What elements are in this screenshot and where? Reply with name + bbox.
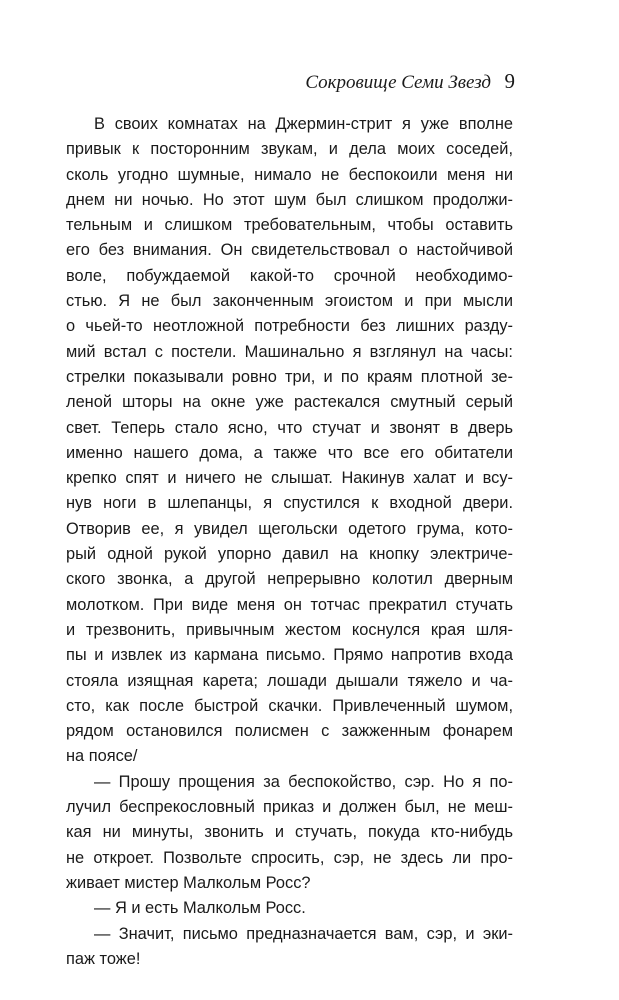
text-line: крепко спят и ничего не слышат. Накинув халат и всу- bbox=[66, 469, 513, 488]
paragraph-dialogue-ross bbox=[66, 896, 513, 921]
text-line: сколь угодно шумные, нимало не беспокоили меня ни bbox=[66, 165, 513, 184]
text-line: сто, как после быстрой скачки. Привлеченный шумом, bbox=[66, 696, 513, 715]
text-line: пы и извлек из кармана письмо. Прямо напротив входа bbox=[66, 646, 513, 665]
paragraph-dialogue-groom-reply bbox=[66, 922, 513, 973]
text-line: леной шторы на окне уже растекался смутный серый bbox=[66, 393, 513, 412]
text-line: именно нашего дома, а также что все его обитатели bbox=[66, 443, 513, 462]
text-line: воле, побуждаемой какой-то срочной необходимо- bbox=[66, 266, 513, 285]
text-line: его без внимания. Он свидетельствовал о настойчивой bbox=[66, 241, 513, 260]
text-line: нув ноги в шлепанцы, я спустился к входной двери. bbox=[66, 494, 513, 513]
text-line: стояла изящная карета; лошади дышали тяжело и ча- bbox=[66, 671, 513, 690]
text-line: молотком. При виде меня он тотчас прекратил стучать bbox=[66, 595, 513, 614]
text-line: тельным и слишком требовательным, чтобы оставить bbox=[66, 216, 513, 235]
text-line: не откроет. Позвольте спросить, сэр, не здесь ли про- bbox=[66, 848, 513, 867]
paragraph-dialogue-groom bbox=[66, 770, 513, 896]
text-line: лучил беспрекословный приказ и должен был, не меш- bbox=[66, 798, 513, 817]
text-line: — Я и есть Малкольм Росс. bbox=[94, 899, 306, 918]
text-line: кая ни минуты, звонить и стучать, покуда кто-нибудь bbox=[66, 823, 513, 842]
text-line: на поясе/ bbox=[66, 747, 138, 766]
text-line: стрелки показывали ровно три, и по краям плотной зе- bbox=[66, 367, 513, 386]
text-line: мий встал с постели. Машинально я взглянул на часы: bbox=[66, 342, 513, 361]
text-line: Отворив ее, я увидел щегольски одетого грума, кото- bbox=[66, 519, 513, 538]
text-line: — Значит, письмо предназначается вам, сэр, и эки- bbox=[94, 924, 513, 943]
text-line: о чьей-то неотложной потребности без лишних разду- bbox=[66, 317, 513, 336]
text-line: ского звонка, а другой непрерывно колотил дверным bbox=[66, 570, 513, 589]
text-line: — Прошу прощения за беспокойство, сэр. Но я по- bbox=[94, 772, 513, 791]
running-header-title: Сокровище Семи Звезд bbox=[305, 72, 491, 93]
text-line: рядом остановился полисмен с зажженным фонарем bbox=[66, 722, 513, 741]
text-line: рый одной рукой упорно давил на кнопку электриче- bbox=[66, 545, 513, 564]
text-line: живает мистер Малкольм Росс? bbox=[66, 873, 311, 892]
text-line: паж тоже! bbox=[66, 949, 141, 968]
text-line: днем ни ночью. Но этот шум был слишком продолжи- bbox=[66, 190, 513, 209]
text-line: свет. Теперь стало ясно, что стучат и звонят в дверь bbox=[66, 418, 513, 437]
text-line: и трезвонить, привычным жестом коснулся края шля- bbox=[66, 620, 513, 639]
page-number: 9 bbox=[504, 69, 515, 93]
body-text bbox=[66, 112, 513, 972]
text-line: привык к посторонним звукам, и дела моих соседей, bbox=[66, 140, 513, 159]
paragraph-narration bbox=[66, 112, 513, 770]
text-line: В своих комнатах на Джермин-стрит я уже вполне bbox=[94, 115, 513, 133]
text-line: стью. Я не был законченным эгоистом и при мысли bbox=[66, 292, 513, 311]
